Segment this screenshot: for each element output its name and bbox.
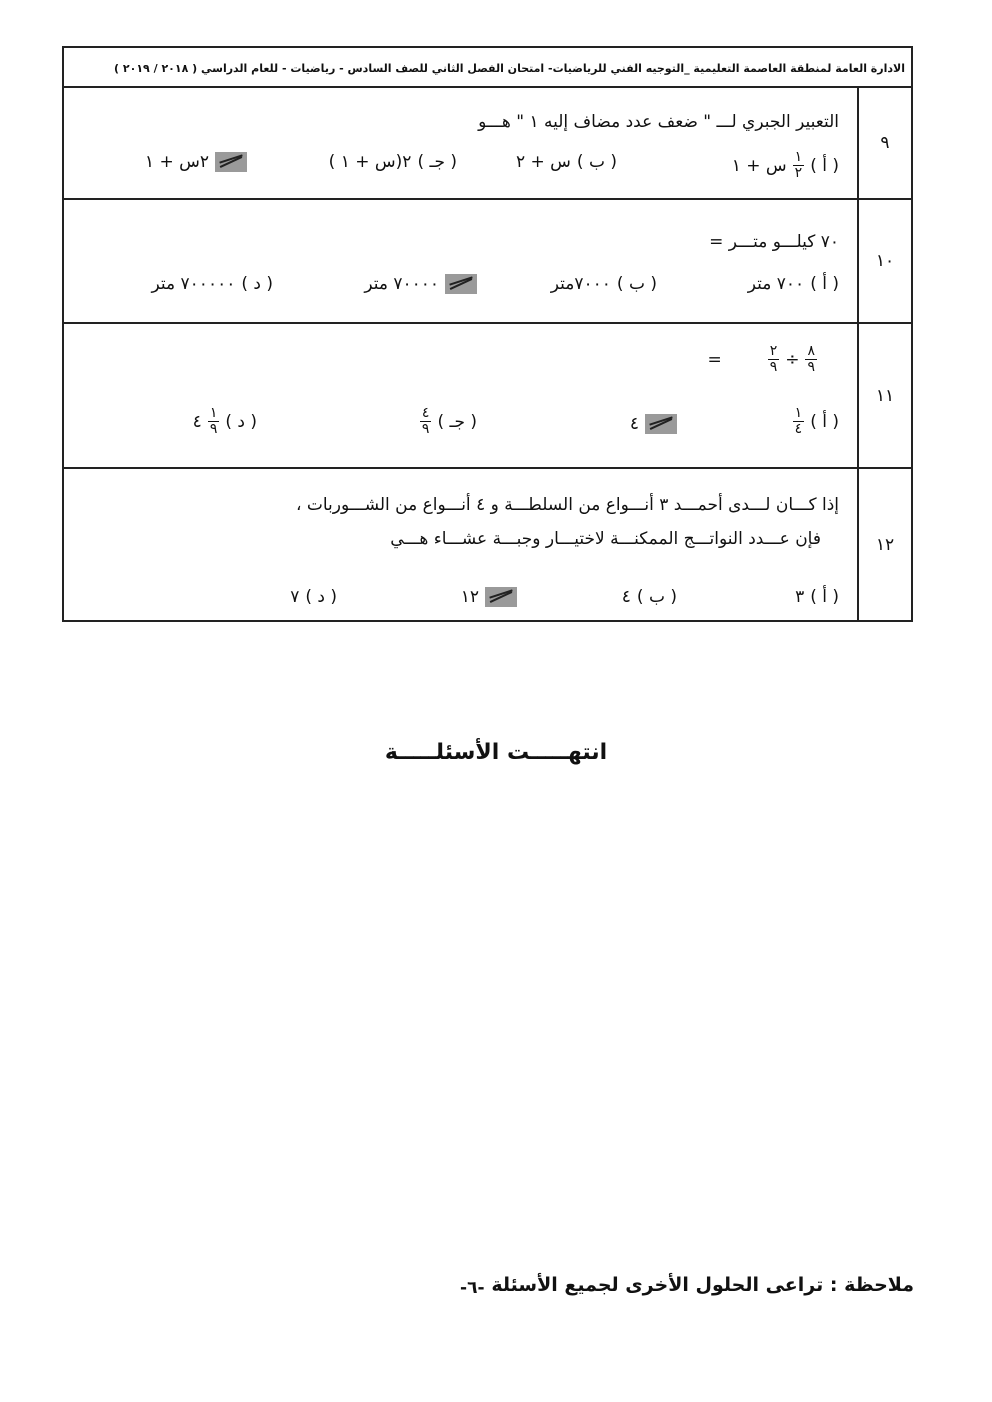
- answer-mark: [215, 152, 247, 172]
- question-row-12: [64, 469, 911, 620]
- footer-note: ملاحظة : تراعى الحلول الأخرى لجميع الأسئلة: [491, 1274, 914, 1296]
- option-b: ( ب ) ٧٠٠٠متر: [550, 274, 657, 294]
- option-d: ( د ) $\frac{١}{٩}$ ٤: [192, 405, 257, 437]
- option-c-marked: ٧٠٠٠٠ متر: [364, 274, 477, 294]
- page-number: -٦-: [460, 1278, 485, 1298]
- question-number: ١١: [857, 324, 911, 467]
- end-of-questions: انتهـــــت الأسئلـــــة: [384, 740, 608, 765]
- option-b: ( ب ) س + ٢: [515, 152, 617, 172]
- question-number: ١٠: [857, 200, 911, 322]
- option-a: ( أ ) ٧٠٠ متر: [747, 274, 839, 294]
- question-stem-line1: إذا كـــان لـــدى أحمـــد ٣ أنـــواع من السلطـــة و ٤ أنـــواع من الشـــوربات ،: [295, 495, 839, 515]
- answer-mark: [645, 414, 677, 434]
- exam-header: الادارة العامة لمنطقة العاصمة التعليمية _التوجيه الفني للرياضيات- امتحان الفصل الثاني للصف السادس - رياضيات - للعام الدراسي ( ٢٠١٨ / ٢٠١٩ ): [64, 48, 911, 88]
- option-a: ( أ ) ٣: [795, 587, 839, 607]
- option-c-marked: ١٢: [461, 587, 517, 607]
- option-b: ( ب ) ٤: [621, 587, 677, 607]
- answer-mark: [445, 274, 477, 294]
- question-stem-line2: فإن عـــدد النواتـــج الممكنـــة لاختيـــار وجبـــة عشـــاء هـــي: [390, 529, 821, 549]
- option-c: ( جـ ) ٢(س + ١ ): [328, 152, 457, 172]
- question-number: ١٢: [857, 469, 911, 620]
- option-b-marked: ٤: [630, 414, 677, 434]
- question-stem: $\frac{٨}{٩}$ ÷ $\frac{٢}{٩}$ =: [707, 343, 815, 375]
- fraction: $\frac{١}{٢}$: [794, 149, 803, 181]
- exam-table: [62, 46, 913, 622]
- option-c: ( جـ ) $\frac{٤}{٩}$: [421, 405, 477, 437]
- option-d: ( د ) ٧٠٠٠٠٠ متر: [151, 274, 273, 294]
- answer-mark: [485, 587, 517, 607]
- question-stem: التعبير الجبري لـــ " ضعف عدد مضاف إليه ١ " هـــو: [478, 112, 839, 132]
- question-number: ٩: [857, 88, 911, 198]
- question-row-11: [64, 324, 911, 469]
- question-row-10: [64, 200, 911, 324]
- option-a: ( أ ) $\frac{١}{٢}$ س + ١: [731, 149, 839, 181]
- option-d: ( د ) ٧: [290, 587, 337, 607]
- question-row-9: [64, 88, 911, 200]
- option-d-marked: ٢س + ١: [145, 152, 247, 172]
- option-a: ( أ ) $\frac{١}{٤}$: [794, 405, 839, 437]
- question-stem: ٧٠ كيلـــو متـــر =: [709, 232, 839, 252]
